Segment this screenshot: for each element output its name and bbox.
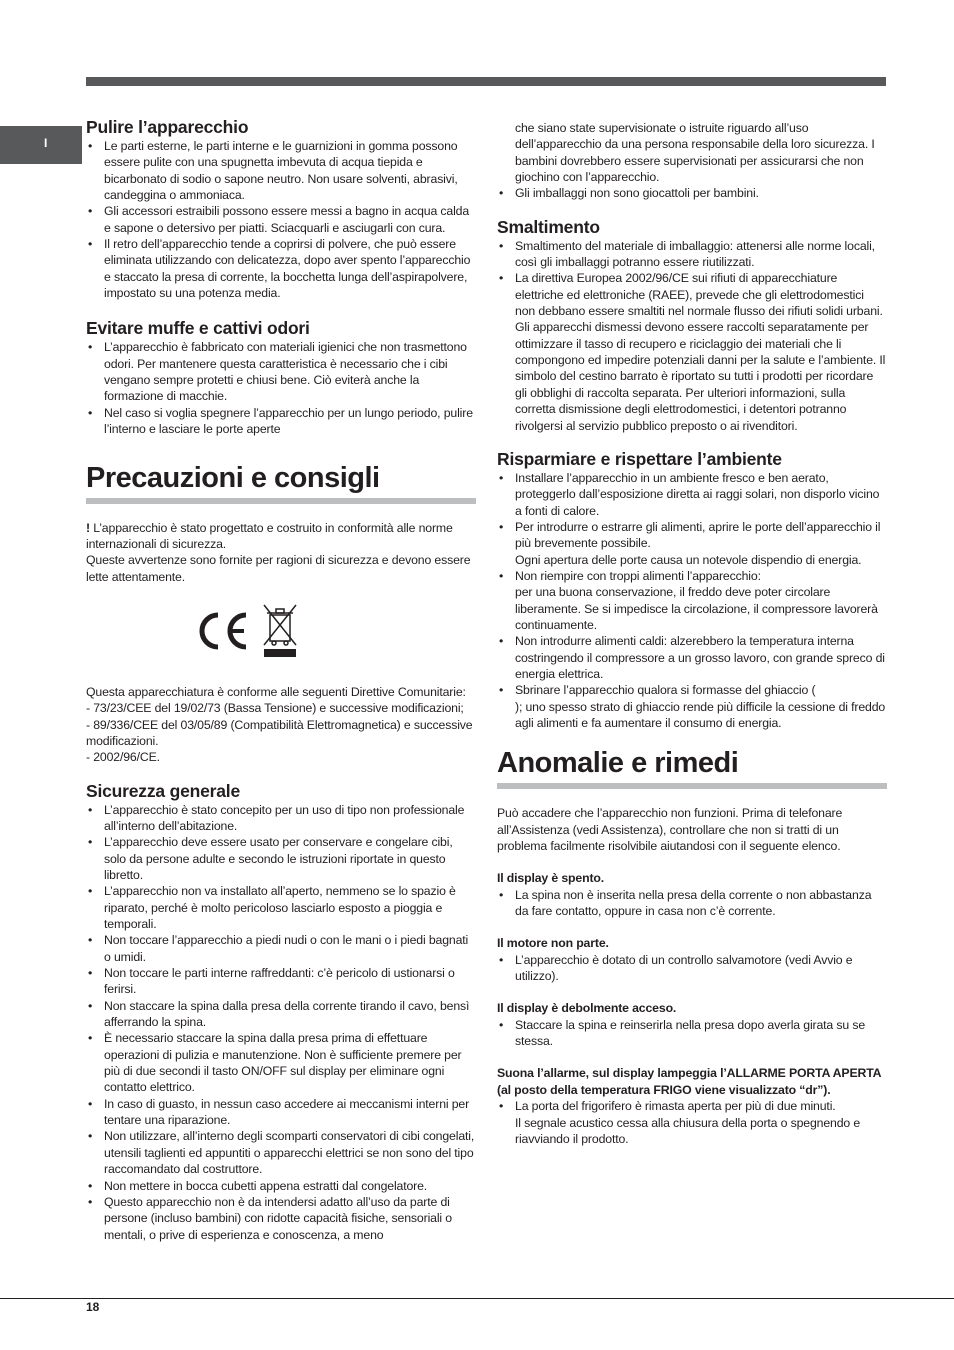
left-column [86,116,476,1243]
section-title-risparmiare: Risparmiare e rispettare l’ambiente [497,448,782,469]
list-item: • L’apparecchio è fabbricato con materiali igienici che non trasmettono odori. Per mantenere questa caratteristica è necessario che i cibi vengano sempre protetti e chiusi bene. Ciò eviterà anche la formazione di macchie. [86,339,476,404]
list-item: • Nel caso si voglia spegnere l’apparecchio per un lungo periodo, pulire l’interno e lasciare le porte aperte [86,405,476,438]
list-risparmiare [497,470,887,732]
list-item: • Non riempire con troppi alimenti l’apparecchio: [497,568,887,584]
problem-heading: Il motore non parte. [497,936,609,951]
list-item: • Gli imballaggi non sono giocattoli per bambini. [497,185,887,201]
intro-text: L’apparecchio è stato progettato e costruito in conformità alle norme internazionali di sicurezza. [86,520,453,551]
problem-heading: Il display è spento. [497,871,605,886]
list-item: • La porta del frigorifero è rimasta aperta per più di due minuti. [497,1098,887,1114]
list-item: • Gli accessori estraibili possono essere messi a bagno in acqua calda e sapone o detersivo per piatti. Sciacquarli e asciugarli con cura. [86,203,476,236]
intro-paragraph [86,520,476,553]
problem-list [497,887,887,920]
page-number: 18 [86,1300,100,1314]
list-item: • Smaltimento del materiale di imballaggio: attenersi alle norme locali, così gli imballaggi potranno essere riutilizzati. [497,238,887,271]
top-rule [86,77,886,86]
right-column [497,120,887,1147]
directive-line: - 89/336/CEE del 03/05/89 (Compatibilità Elettromagnetica) e successive modificazioni. [86,717,473,748]
list-item: • Non mettere in bocca cubetti appena estratti dal congelatore. [86,1178,476,1194]
section-title-smaltimento: Smaltimento [497,216,600,237]
list-item: • Installare l’apparecchio in un ambiente fresco e ben aerato, proteggerlo dall’esposizione diretta ai raggi solari, non disporlo vicino a fonti di calore. [497,470,887,519]
directive-line: Questa apparecchiatura è conforme alle seguenti Direttive Comunitarie: [86,684,466,699]
list-item: • L’apparecchio non va installato all’aperto, nemmeno se lo spazio è riparato, perché è molto pericoloso lasciarlo esposto a pioggia e temporali. [86,883,476,932]
warning-mark: ! [86,520,90,535]
list-item-continuation: che siano state supervisionate o istruite riguardo all’uso dell’apparecchio da una persona responsabile della loro sicurezza. I bambini dovrebbero essere supervisionati per assicurarsi che non giochino con l’apparecchio. [515,121,875,185]
list-item: • Non toccare le parti interne raffreddanti: c’è pericolo di ustionarsi o ferirsi. [86,965,476,998]
list-item: • Le parti esterne, le parti interne e le guarnizioni in gomma possono essere pulite con una spugnetta imbevuta di acqua tiepida e bicarbonato di sodio o sapone neutro. Non usare solventi, abrasivi, candeggina o ammoniaca. [86,138,476,203]
directive-line: - 73/23/CEE del 19/02/73 (Bassa Tensione) e successive modificazioni; [86,701,464,716]
list-item: • La direttiva Europea 2002/96/CE sui rifiuti di apparecchiature elettriche ed elettroniche (RAEE), prevede che gli elettrodomestici non debbano essere smaltiti nel normale flusso dei rifiuti solidi urbani. Gli apparecchi dismessi devono essere raccolti separatamente per ottimizzare il tasso di recupero e riciclaggio dei materiali che li compongono ed impedire potenziali danni per la salute e l’ambiente. Il simbolo del cestino barrato è riportato su tutti i prodotti per ricordare gli obblighi di raccolta separata. Per ulteriori informazioni, sulla corretta dismissione degli elettrodomestici, i detentori potranno rivolgersi al servizio pubblico preposto o ai rivenditori. [497,270,887,433]
list-item: • Non staccare la spina dalla presa della corrente tirando il cavo, bensì afferrando la spina. [86,998,476,1031]
list-item: • Non toccare l’apparecchio a piedi nudi o con le mani o i piedi bagnati o umidi. [86,932,476,965]
ce-weee-logo-icon [196,601,316,661]
list-item: • Non utilizzare, all’interno degli scomparti conservatori di cibi congelati, utensili taglienti ed appuntiti o apparecchi elettrici se non sono del tipo raccomandato dal costruttore. [86,1128,476,1177]
list-pulire [86,138,476,301]
list-item: • Questo apparecchio non è da intendersi adatto all’uso da parte di persone (incluso bambini) con ridotte capacità fisiche, sensoriali o mentali, o prive di esperienza e conoscenza, a meno [86,1194,476,1243]
list-sicurezza [86,802,476,1243]
problem-list [497,1098,887,1147]
problem-heading: Il display è debolmente acceso. [497,1001,677,1016]
list-item-continuation: Ogni apertura delle porte causa un notevole dispendio di energia. [515,552,862,567]
list-item-continuation: per una buona conservazione, il freddo deve poter circolare liberamente. Se si impedisce la circolazione, il compressore lavorerà continuamente. [515,585,878,632]
language-tab [0,126,82,164]
list-smaltimento [497,238,887,434]
list-item-continuation: ); uno spesso strato di ghiaccio rende più difficile la cessione di freddo agli alimenti e fa aumentare il consumo di energia. [515,699,886,730]
list-item: • In caso di guasto, in nessun caso accedere ai meccanismi interni per tentare una riparazione. [86,1096,476,1129]
chapter-title-anomalie: Anomalie e rimedi [497,745,887,789]
list-item: • Non introdurre alimenti caldi: alzerebbero la temperatura interna costringendo il compressore a un grosso lavoro, con grande spreco di energia elettrica. [497,633,887,682]
section-title-muffe: Evitare muffe e cattivi odori [86,318,310,339]
list-muffe [86,339,476,437]
list-item: • La spina non è inserita nella presa della corrente o non abbastanza da fare contatto, oppure in casa non c’è corrente. [497,887,887,920]
section-title-sicurezza: Sicurezza generale [86,780,240,801]
problem-list [497,1017,887,1050]
chapter-title-precauzioni: Precauzioni e consigli [86,460,476,504]
list-item: • Staccare la spina e reinserirla nella presa dopo averla girata su se stessa. [497,1017,887,1050]
language-tab-label: I [44,136,48,150]
list-item-continuation: Il segnale acustico cessa alla chiusura della porta o spegnendo e riavviando il prodotto. [515,1115,861,1146]
list-item: • L’apparecchio deve essere usato per conservare e congelare cibi, solo da persone adulte e secondo le istruzioni riportate in questo libretto. [86,834,476,883]
list-item: • Per introdurre o estrarre gli alimenti, aprire le porte dell’apparecchio il più brevemente possibile. [497,519,887,552]
list-continuation [497,120,887,202]
list-item: • Sbrinare l’apparecchio qualora si formasse del ghiaccio ( [497,682,887,698]
list-item: • Il retro dell’apparecchio tende a coprirsi di polvere, che può essere eliminata utilizzando con delicatezza, dopo aver spento l’apparecchio e staccato la presa di corrente, la bocchetta lunga dell’aspirapolvere, impostato su una potenza media. [86,236,476,301]
anomalie-intro: Può accadere che l’apparecchio non funzioni. Prima di telefonare all’Assistenza (vedi Assistenza), controllare che non si tratti di un problema facilmente risolvibile aiutandosi con il seguente elenco. [497,806,843,854]
list-item: • È necessario staccare la spina dalla presa prima di effettuare operazioni di pulizia e manutenzione. Non è sufficiente premere per più di due secondi il tasto ON/OFF sul display per eliminare ogni contatto elettrico. [86,1030,476,1095]
list-item: • L’apparecchio è dotato di un controllo salvamotore (vedi Avvio e utilizzo). [497,952,887,985]
intro-paragraph-2: Queste avvertenze sono fornite per ragioni di sicurezza e devono essere lette attentamente. [86,553,471,584]
problem-list [497,952,887,985]
problem-heading: Suona l’allarme, sul display lampeggia l’ALLARME PORTA APERTA (al posto della temperatura FRIGO viene visualizzato “dr”). [497,1066,881,1097]
directives-block [86,684,476,766]
list-item: • L’apparecchio è stato concepito per un uso di tipo non professionale all’interno dell’abitazione. [86,802,476,835]
footer-rule [0,1298,954,1299]
section-title-pulire: Pulire l’apparecchio [86,117,249,137]
directive-line: - 2002/96/CE. [86,750,160,765]
